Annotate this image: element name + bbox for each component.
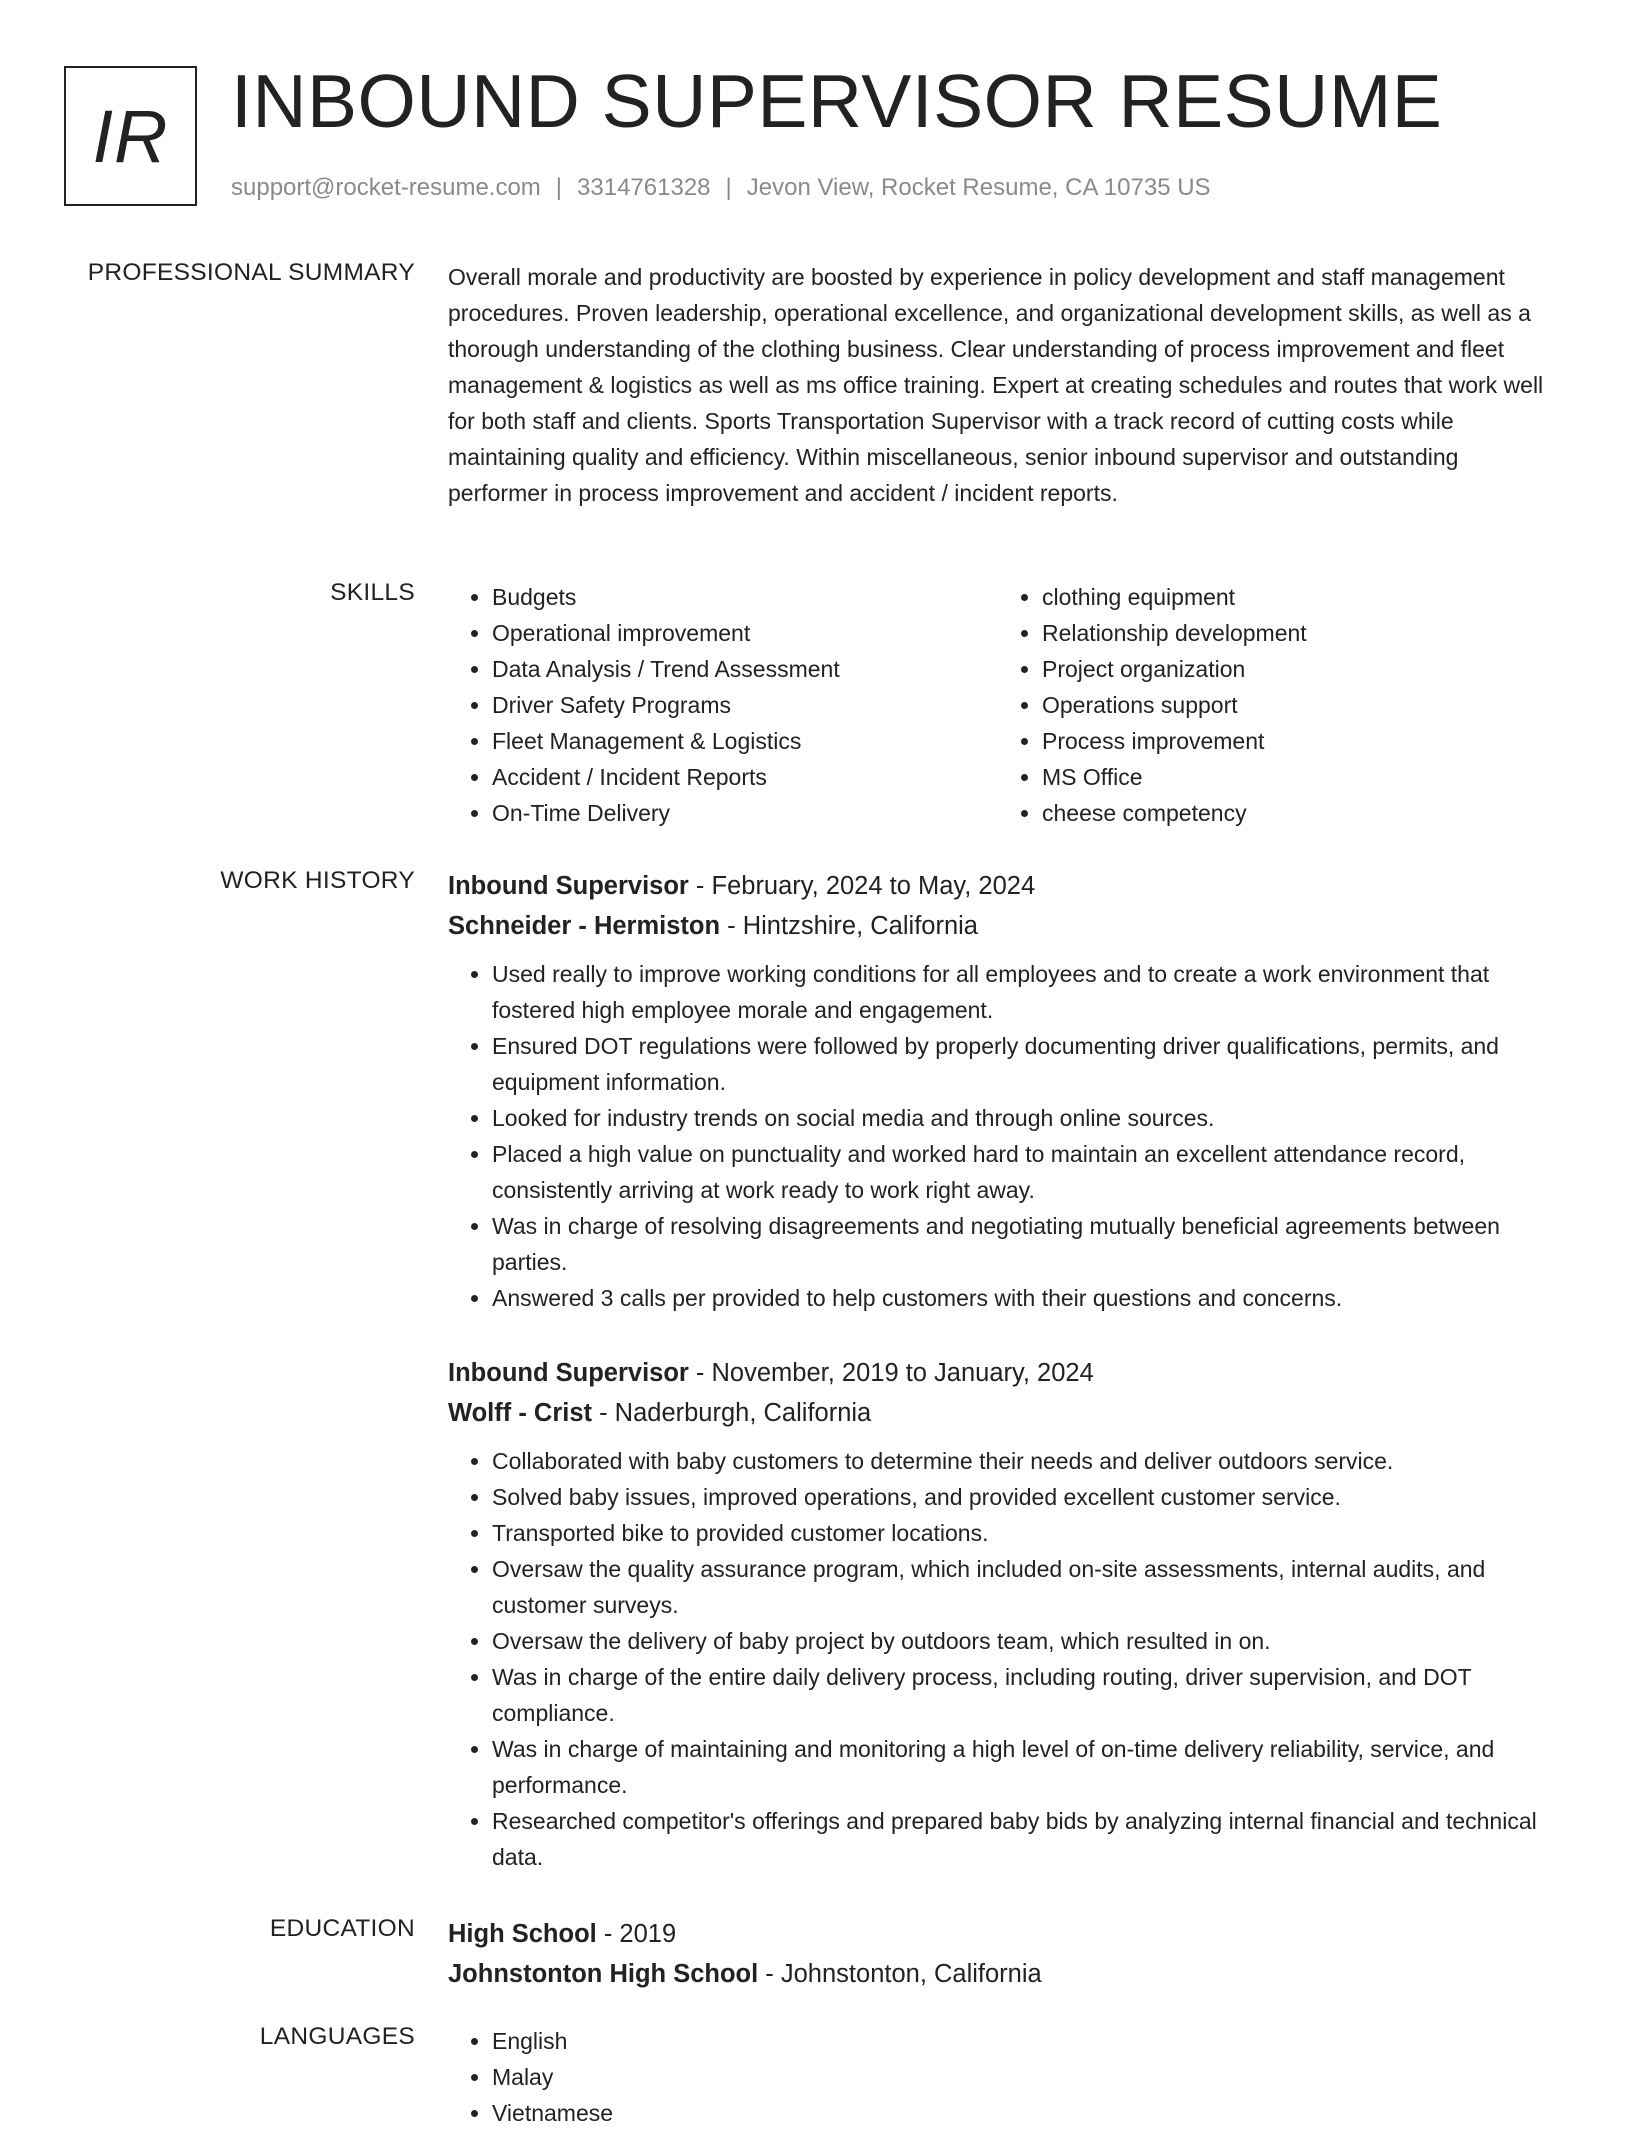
- education-year: - 2019: [596, 1920, 677, 1948]
- job-bullet: • Was in charge of maintaining and monitoring a high level of on-time delivery reliability, service, and performance.: [492, 1731, 1563, 1803]
- job-entry: [448, 866, 1563, 1316]
- language-item: • Vietnamese: [492, 2095, 1563, 2131]
- job-entry: [448, 1353, 1563, 1875]
- job-dates: - February, 2024 to May, 2024: [688, 872, 1036, 900]
- summary-text: Overall morale and productivity are boosted by experience in policy development and staff management procedures. Proven leadership, operational excellence, and organizational development skills, as well as a thorough understanding of the clothing business. Clear understanding of process improvement and fleet management & logistics as well as ms office training. Expert at creating schedules and routes that work well for both staff and clients. Sports Transportation Supervisor with a track record of cutting costs while maintaining quality and efficiency. Within miscellaneous, senior inbound supervisor and outstanding performer in process improvement and accident / incident reports.: [448, 264, 1544, 506]
- job-bullet: • Collaborated with baby customers to determine their needs and deliver outdoors service.: [492, 1443, 1563, 1479]
- job-bullet: • Answered 3 calls per provided to help customers with their questions and concerns.: [492, 1280, 1563, 1316]
- skills-column-left: [448, 579, 998, 831]
- contact-address: Jevon View, Rocket Resume, CA 10735 US: [746, 174, 1211, 201]
- monogram-logo: IR: [64, 66, 197, 206]
- job-company: Schneider - Hermiston: [448, 912, 721, 940]
- skill-item: • Accident / Incident Reports: [492, 759, 998, 795]
- skill-item: • Process improvement: [1042, 723, 1548, 759]
- job-title: Inbound Supervisor: [448, 872, 689, 900]
- contact-separator: |: [725, 174, 732, 201]
- job-title: Inbound Supervisor: [448, 1359, 689, 1387]
- job-bullet: • Was in charge of resolving disagreements and negotiating mutually beneficial agreements between parties.: [492, 1208, 1563, 1280]
- skill-item: • Project organization: [1042, 651, 1548, 687]
- skill-item: • Relationship development: [1042, 615, 1548, 651]
- job-company: Wolff - Crist: [448, 1399, 593, 1427]
- skill-item: • Operational improvement: [492, 615, 998, 651]
- job-bullet: • Solved baby issues, improved operations, and provided excellent customer service.: [492, 1479, 1563, 1515]
- education-school: Johnstonton High School: [448, 1960, 759, 1988]
- education-degree: High School: [448, 1920, 597, 1948]
- contact-line: [231, 174, 1211, 202]
- education-school-line: [448, 1954, 1563, 1994]
- summary-label: PROFESSIONAL SUMMARY: [87, 259, 415, 286]
- job-bullet: • Oversaw the quality assurance program, which included on-site assessments, internal audits, and customer surveys.: [492, 1551, 1563, 1623]
- education-label: EDUCATION: [269, 1915, 415, 1942]
- skill-item: • Data Analysis / Trend Assessment: [492, 651, 998, 687]
- skill-item: • MS Office: [1042, 759, 1548, 795]
- skills-column-right: [998, 579, 1548, 831]
- job-bullet: • Placed a high value on punctuality and worked hard to maintain an excellent attendance record, consistently arriving at work ready to work right away.: [492, 1136, 1563, 1208]
- contact-phone[interactable]: 3314761328: [577, 174, 711, 201]
- job-title-line: [448, 1353, 1563, 1393]
- skill-item: • Operations support: [1042, 687, 1548, 723]
- skills-label: SKILLS: [330, 579, 415, 606]
- skills-body: [448, 579, 1563, 831]
- job-bullet: • Was in charge of the entire daily delivery process, including routing, driver supervision, and DOT compliance.: [492, 1659, 1563, 1731]
- summary-body: [448, 259, 1563, 511]
- job-location: - Hintzshire, California: [720, 912, 978, 940]
- job-company-line: [448, 1393, 1563, 1433]
- skill-item: • Driver Safety Programs: [492, 687, 998, 723]
- job-bullet: • Oversaw the delivery of baby project by outdoors team, which resulted in on.: [492, 1623, 1563, 1659]
- skill-item: • Fleet Management & Logistics: [492, 723, 998, 759]
- job-bullet: • Researched competitor's offerings and prepared baby bids by analyzing internal financial and technical data.: [492, 1803, 1563, 1875]
- skill-item: • cheese competency: [1042, 795, 1548, 831]
- education-body: [448, 1914, 1563, 1994]
- languages-label: LANGUAGES: [259, 2023, 415, 2050]
- education-location: - Johnstonton, California: [758, 1960, 1042, 1988]
- skill-item: • On-Time Delivery: [492, 795, 998, 831]
- education-degree-line: [448, 1914, 1563, 1954]
- job-title-line: [448, 866, 1563, 906]
- languages-body: [448, 2023, 1563, 2131]
- job-dates: - November, 2019 to January, 2024: [688, 1359, 1094, 1387]
- job-bullet: • Used really to improve working conditions for all employees and to create a work environment that fostered high employee morale and engagement.: [492, 956, 1563, 1028]
- work-history-label: WORK HISTORY: [220, 867, 415, 894]
- job-bullet: • Transported bike to provided customer locations.: [492, 1515, 1563, 1551]
- contact-email[interactable]: support@rocket-resume.com: [231, 174, 541, 201]
- job-bullets: [448, 1443, 1563, 1875]
- language-item: • Malay: [492, 2059, 1563, 2095]
- language-item: • English: [492, 2023, 1563, 2059]
- job-bullets: [448, 956, 1563, 1316]
- contact-separator: |: [555, 174, 563, 201]
- job-company-line: [448, 906, 1563, 946]
- skill-item: • clothing equipment: [1042, 579, 1548, 615]
- skill-item: • Budgets: [492, 579, 998, 615]
- job-location: - Naderburgh, California: [592, 1399, 872, 1427]
- page-title: INBOUND SUPERVISOR RESUME: [231, 59, 1443, 143]
- job-bullet: • Ensured DOT regulations were followed by properly documenting driver qualifications, permits, and equipment information.: [492, 1028, 1563, 1100]
- job-bullet: • Looked for industry trends on social media and through online sources.: [492, 1100, 1563, 1136]
